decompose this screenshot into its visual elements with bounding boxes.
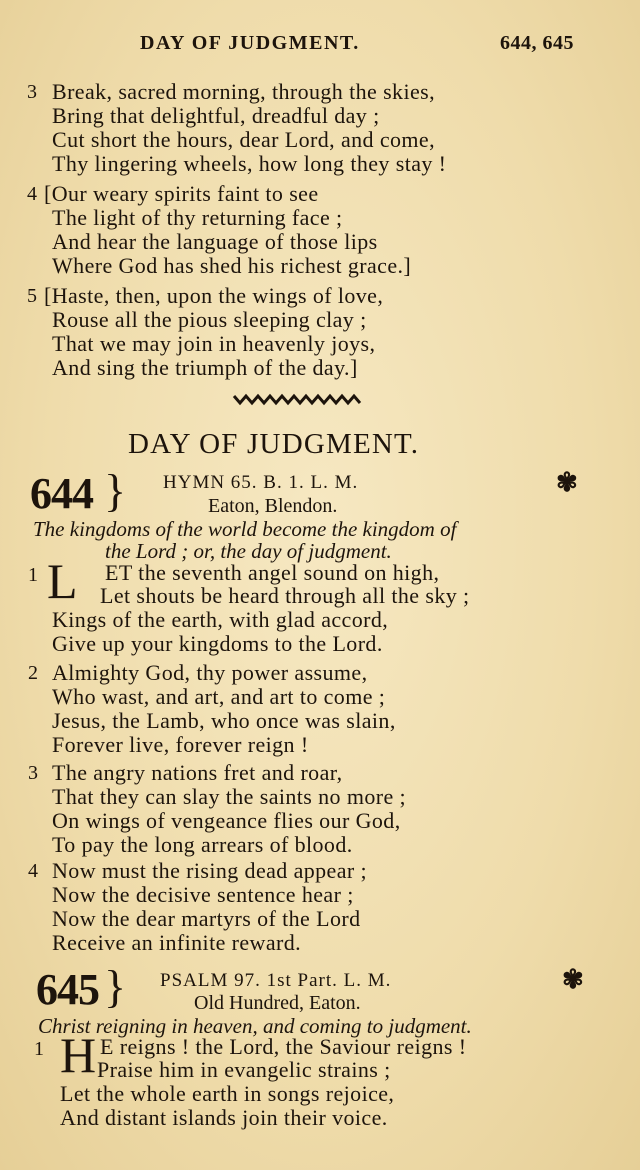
verse-number: 3	[27, 81, 37, 103]
verse-line: Who wast, and art, and art to come ;	[52, 684, 386, 709]
verse-line: The angry nations fret and roar,	[52, 760, 343, 785]
tune-names: Old Hundred, Eaton.	[194, 992, 361, 1014]
verse-line: Now must the rising dead appear ;	[52, 858, 368, 883]
verse-line: Now the decisive sentence hear ;	[52, 882, 354, 907]
verse-line: Where God has shed his richest grace.]	[52, 253, 412, 278]
verse-line: ET the seventh angel sound on high,	[105, 560, 440, 585]
hymn-heading: PSALM 97. 1st Part. L. M.	[160, 970, 392, 991]
verse-line: That we may join in heavenly joys,	[52, 331, 376, 356]
verse-line: Let the whole earth in songs rejoice,	[60, 1081, 395, 1106]
verse-line: Break, sacred morning, through the skies,	[52, 79, 435, 104]
verse-line: To pay the long arrears of blood.	[52, 832, 353, 857]
verse-line: And sing the triumph of the day.]	[52, 355, 358, 380]
verse-line: Let shouts be heard through all the sky ;	[100, 583, 470, 608]
verse-line: Praise him in evangelic strains ;	[97, 1057, 391, 1082]
verse-number: 3	[28, 762, 38, 784]
hymn-subtitle: The kingdoms of the world become the kingdom of	[33, 517, 457, 541]
verse-number: 5	[27, 285, 37, 307]
verse-line: Now the dear martyrs of the Lord	[52, 906, 361, 931]
flower-ornament-icon: ✾	[556, 468, 578, 497]
verse-number: 1	[28, 564, 38, 586]
verse-number: 2	[28, 662, 38, 684]
brace-glyph: }	[104, 465, 127, 516]
drop-cap: H	[60, 1027, 97, 1083]
hymn-heading: HYMN 65. B. 1. L. M.	[163, 472, 359, 493]
verse-line: That they can slay the saints no more ;	[52, 784, 407, 809]
section-title: DAY OF JUDGMENT.	[128, 428, 420, 460]
brace-glyph: }	[104, 961, 127, 1012]
verse-line: Almighty God, thy power assume,	[52, 660, 368, 685]
hymn-subtitle: Christ reigning in heaven, and coming to judgment.	[38, 1014, 472, 1038]
verse-number: 4	[27, 183, 37, 205]
verse-line: Receive an infinite reward.	[52, 930, 302, 955]
drop-cap: L	[47, 553, 78, 609]
verse-line: Kings of the earth, with glad accord,	[52, 607, 389, 632]
flower-ornament-icon: ✾	[562, 965, 584, 994]
verse-number: 1	[34, 1038, 44, 1060]
verse-line: Bring that delightful, dreadful day ;	[52, 103, 380, 128]
page-numbers: 644, 645	[500, 32, 574, 54]
wavy-ornament-divider	[232, 392, 362, 406]
verse-number: 4	[28, 860, 38, 882]
hymn-number: 645	[36, 965, 99, 1014]
verse-line: [Our weary spirits faint to see	[44, 181, 319, 206]
verse-line: Give up your kingdoms to the Lord.	[52, 631, 383, 656]
verse-line: And distant islands join their voice.	[60, 1105, 388, 1130]
verse-line: Thy lingering wheels, how long they stay !	[52, 151, 447, 176]
verse-line: On wings of vengeance flies our God,	[52, 808, 401, 833]
tune-names: Eaton, Blendon.	[208, 495, 338, 517]
hymn-subtitle: the Lord ; or, the day of judgment.	[105, 539, 392, 563]
verse-line: Rouse all the pious sleeping clay ;	[52, 307, 367, 332]
verse-line: And hear the language of those lips	[52, 229, 378, 254]
verse-line: Jesus, the Lamb, who once was slain,	[52, 708, 396, 733]
verse-line: Cut short the hours, dear Lord, and come,	[52, 127, 435, 152]
verse-line: Forever live, forever reign !	[52, 732, 309, 757]
verse-line: [Haste, then, upon the wings of love,	[44, 283, 384, 308]
hymn-number: 644	[30, 469, 93, 518]
verse-line: E reigns ! the Lord, the Saviour reigns !	[100, 1034, 467, 1059]
verse-line: The light of thy returning face ;	[52, 205, 343, 230]
running-title: DAY OF JUDGMENT.	[140, 32, 360, 54]
